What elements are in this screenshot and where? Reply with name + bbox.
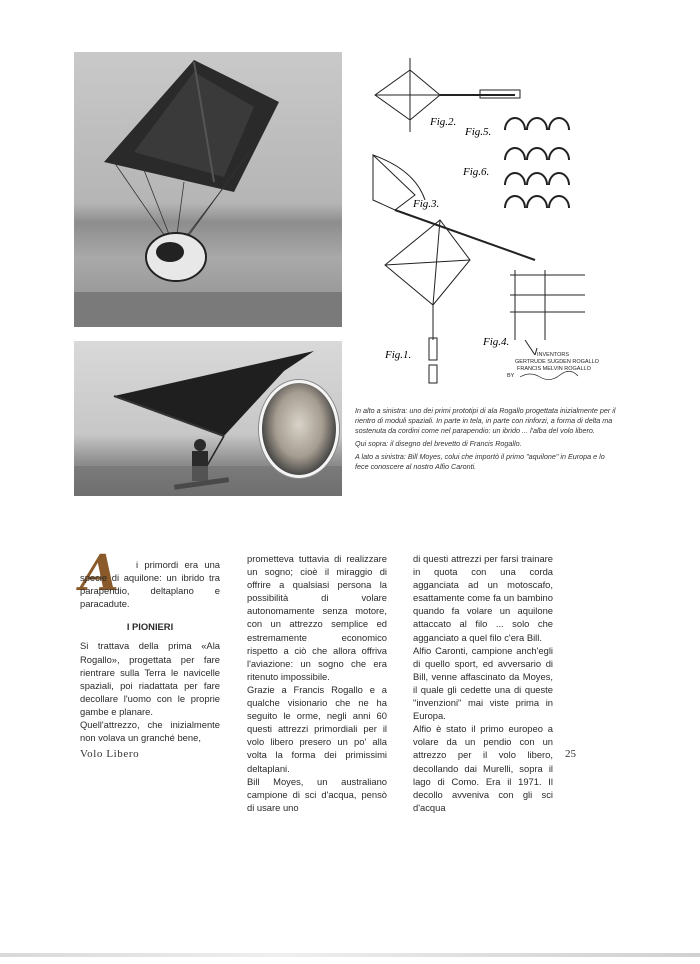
patent-fig1-label: Fig.1. bbox=[385, 349, 412, 361]
article-column-2-text bbox=[247, 552, 387, 814]
patent-fig2-label: Fig.2. bbox=[430, 116, 457, 128]
magazine-name: Volo Libero bbox=[80, 748, 140, 760]
article-intro bbox=[80, 558, 220, 610]
article-paragraph: Alfio è stato il primo europeo a volare da un pendio con un attrezzo per il volo libero, decollando dai Murelli, sopra il lago di Como. Era il 1971. Il decollo avveniva con gli sci d'acqua bbox=[413, 723, 553, 813]
patent-fig4-label: Fig.4. bbox=[483, 336, 510, 348]
patent-fig3-label: Fig.3. bbox=[413, 198, 440, 210]
caption-patent: Qui sopra: il disegno del brevetto di Francis Rogallo. bbox=[355, 439, 522, 448]
patent-fig4-shape bbox=[510, 270, 585, 355]
patent-inventor-francis: FRANCIS MELVIN ROGALLO bbox=[517, 366, 591, 372]
patent-fig3-shape bbox=[373, 155, 535, 260]
article-paragraph: Bill Moyes, un australiano campione di sci d'acqua, pensò di usare uno bbox=[247, 775, 387, 813]
article-paragraph: Quell'attrezzo, che inizialmente non volava un granché bene, bbox=[80, 719, 220, 744]
article-paragraph: di questi attrezzi per farsi trainare in quota con una corda agganciata ad un motoscafo, esattamente come fa un bambino quando fa volare un aquilone attaccato al filo ... solo che agganciato a quel filo c'era Bill. bbox=[413, 553, 553, 643]
article-column-3 bbox=[413, 552, 553, 814]
patent-inventor-gertrude: GERTRUDE SUGDEN ROGALLO bbox=[515, 359, 599, 365]
article-intro-text: i primordi era una specie di aquilone: un ibrido tra parapendio, deltaplano e paracadute. bbox=[80, 559, 220, 610]
patent-inventors-heading: INVENTORS bbox=[537, 352, 569, 358]
patent-fig6-label: Fig.6. bbox=[463, 166, 490, 178]
patent-by-label: BY bbox=[507, 373, 515, 379]
article-paragraph: Alfio Caronti, campione anch'egli di quello sport, ed avversario di Bill, venne affascinato da Moyes, il quale gli cedette una di queste "invenzioni" mai viste prima in Europa. bbox=[413, 644, 553, 722]
rogallo-prototype-illustration bbox=[74, 52, 342, 327]
caption-top-left: In alto a sinistra: uno dei primi prototipi di ala Rogallo progettata inizialmente per il rientro di moduli spaziali. In parte in tela, in parte con rinforzi, a forma di delta ma sostenuta da cordini come nel parapendio: un ibrido ... l'alba del volo libero. bbox=[355, 406, 616, 435]
section-heading: I PIONIERI bbox=[126, 621, 174, 633]
rogallo-patent-drawing bbox=[355, 50, 605, 400]
patent-fig5-label: Fig.5. bbox=[465, 126, 492, 138]
patent-fig5-arcs bbox=[505, 118, 569, 208]
drop-cap: A bbox=[80, 543, 119, 602]
photo-rogallo-prototype bbox=[74, 52, 342, 327]
article-column-1 bbox=[80, 543, 220, 744]
caption-side-left: A lato a sinistra: Bill Moyes, colui che importò il primo "aquilone" in Europa e lo fece conoscere al nostro Alfio Caronti. bbox=[355, 452, 605, 471]
article-paragraph: Si trattava della prima «Ala Rogallo», progettata per fare rientrare sulla Terra le navicelle spaziali, poi riadattata per fare decollare l'uomo con le proprie gambe e planare. bbox=[80, 640, 220, 717]
patent-signature bbox=[520, 371, 578, 379]
bill-moyes-portrait bbox=[259, 380, 339, 478]
article-paragraph: Grazie a Francis Rogallo e a qualche visionario che ne ha seguito le orme, negli anni 60 questi attrezzi primordiali per il volo libero presero un po' alla volta la forma dei primissimi deltaplani. bbox=[247, 683, 387, 774]
article-paragraph: prometteva tuttavia di realizzare un sogno; cioè il miraggio di offrire a qualsiasi persona la possibilità di volare autonomamente senza motore, con un attrezzo semplice ed estremamente economico rispetto a ciò che allora offriva l'aviazione: un sogno che era ritenuto impossibile. bbox=[247, 553, 387, 682]
photo-caption bbox=[355, 406, 617, 475]
scan-edge bbox=[0, 953, 700, 957]
page-number: 25 bbox=[565, 748, 576, 760]
